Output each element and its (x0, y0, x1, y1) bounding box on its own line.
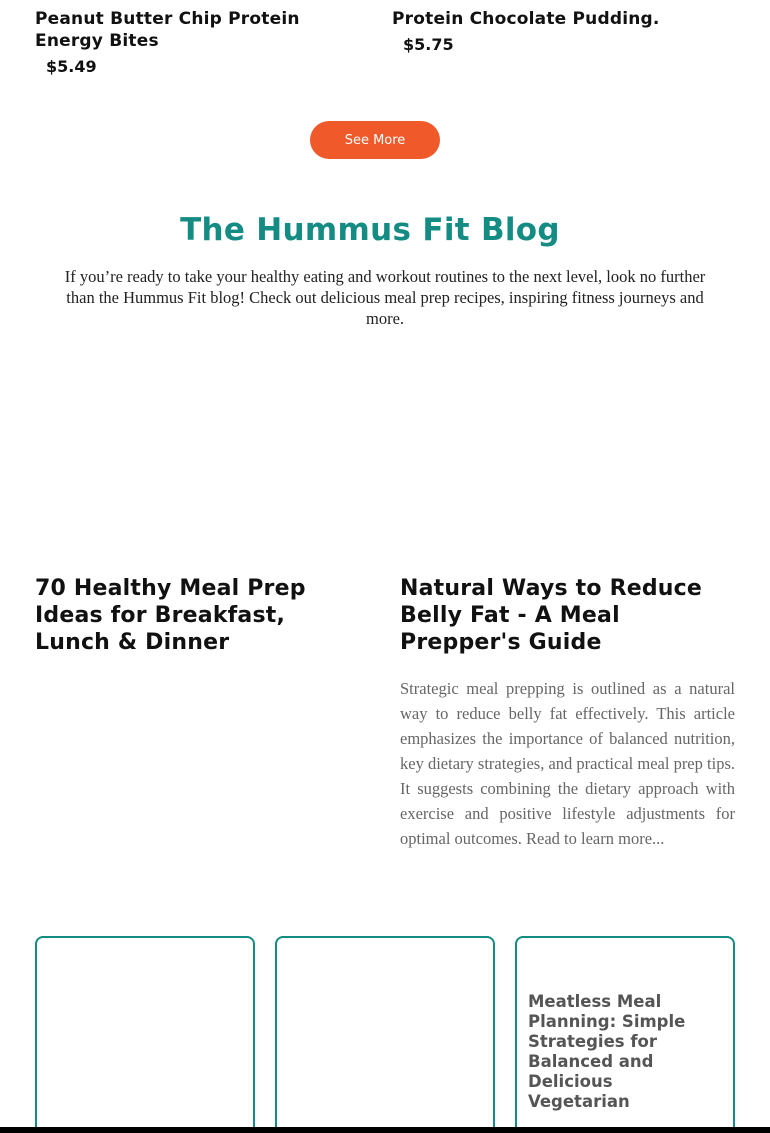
see-more-button[interactable]: See More (310, 121, 440, 159)
product-name[interactable]: Peanut Butter Chip Protein Energy Bites (35, 9, 300, 51)
article-item[interactable] (400, 575, 735, 851)
product-item[interactable] (392, 8, 732, 56)
product-item[interactable] (35, 8, 335, 78)
blog-card[interactable] (35, 936, 255, 1133)
product-price: $5.49 (46, 57, 97, 76)
blog-title: The Hummus Fit Blog (180, 212, 560, 248)
card-title[interactable]: Meatless Meal Planning: Simple Strategies for Balanced and Delicious Vegetarian (528, 992, 686, 1111)
article-title[interactable]: 70 Healthy Meal Prep Ideas for Breakfast, Lunch & Dinner (35, 576, 306, 655)
blog-intro: If you’re ready to take your healthy eating and workout routines to the next level, look no further than the Hummus Fit blog! Check out delicious meal prep recipes, inspiring fitness journeys and more. (64, 267, 706, 328)
product-price: $5.75 (403, 35, 454, 54)
blog-card[interactable] (275, 936, 495, 1133)
blog-card[interactable] (515, 936, 735, 1133)
product-name[interactable]: Protein Chocolate Pudding. (392, 9, 660, 29)
article-item[interactable] (35, 575, 365, 656)
bottom-bar (0, 1127, 770, 1133)
article-excerpt: Strategic meal prepping is outlined as a natural way to reduce belly fat effectively. This article emphasizes the importance of balanced nutrition, key dietary strategies, and practical meal prep tips. It suggests combining the dietary approach with exercise and positive lifestyle adjustments for optimal outcomes. Read to learn more... (400, 679, 735, 848)
article-title[interactable]: Natural Ways to Reduce Belly Fat - A Meal Prepper's Guide (400, 576, 703, 655)
